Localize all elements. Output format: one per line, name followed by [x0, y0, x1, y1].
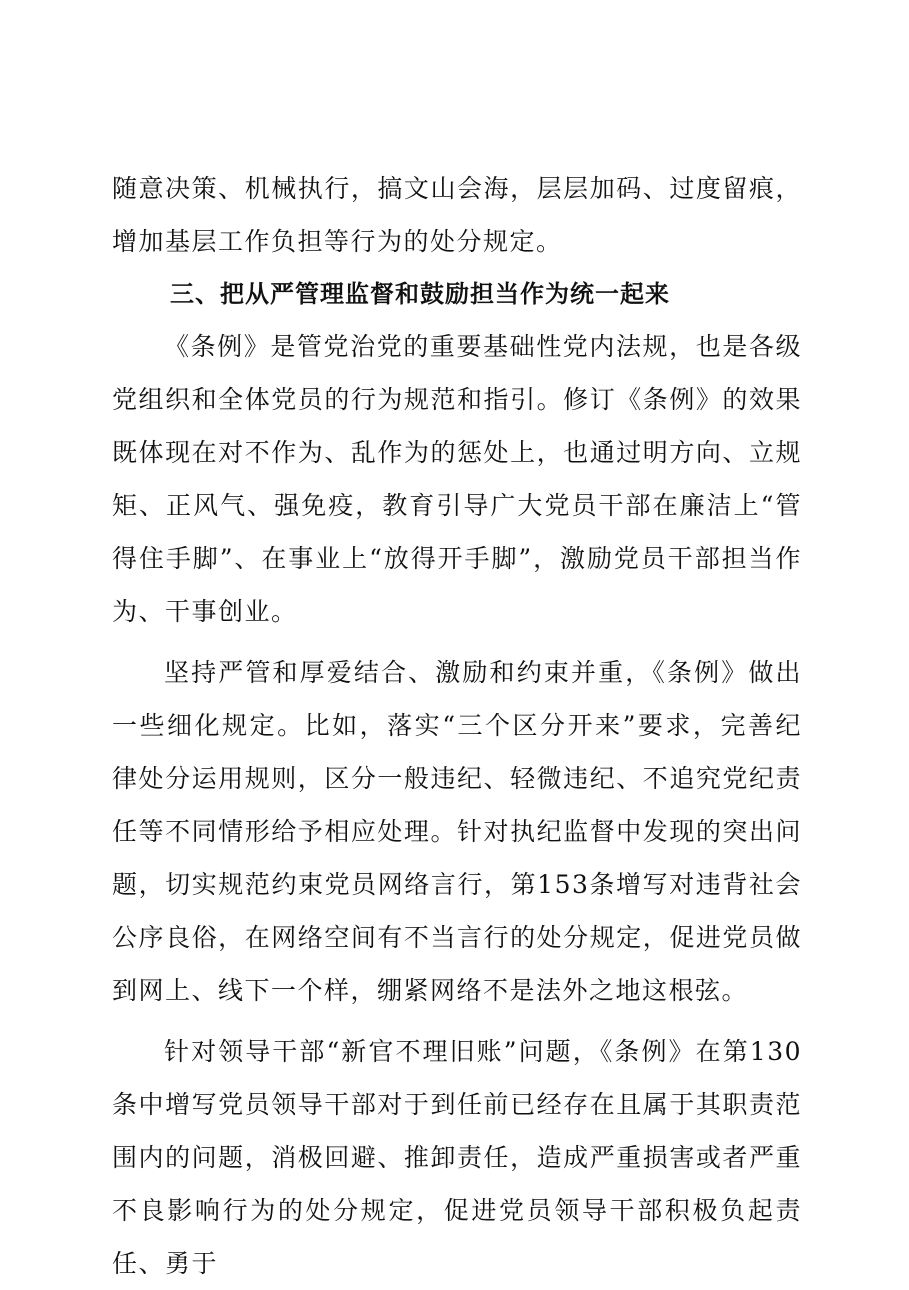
body-paragraph-3: 针对领导干部“新官不理旧账”问题，《条例》在第130条中增写党员领导干部对于到任前已经存在且属于其职责范围内的问题，消极回避、推卸责任，造成严重损害或者严重不良影响行为的处分规定，促进党员领导干部积极负起责任、勇于: [112, 1037, 802, 1278]
body-paragraph-2: 坚持严管和厚爱结合、激励和约束并重，《条例》做出一些细化规定。比如，落实“三个区分开来”要求，完善纪律处分运用规则，区分一般违纪、轻微违纪、不追究党纪责任等不同情形给予相应处理。针对执纪监督中发现的突出问题，切实规范约束党员网络言行，第153条增写对违背社会公序良俗，在网络空间有不当言行的处分规定，促进党员做到网上、线下一个样，绷紧网络不是法外之地这根弦。: [112, 658, 802, 1005]
body-paragraph-1: 《条例》是管党治党的重要基础性党内法规，也是各级党组织和全体党员的行为规范和指引。修订《条例》的效果既体现在对不作为、乱作为的惩处上，也通过明方向、立规矩、正风气、强免疫，教育引导广大党员干部在廉洁上“管得住手脚”、在事业上“放得开手脚”，激励党员干部担当作为、干事创业。: [112, 332, 802, 626]
continuation-paragraph: 随意决策、机械执行，搞文山会海，层层加码、过度留痕，增加基层工作负担等行为的处分规定。: [112, 174, 802, 256]
section-heading: 三、把从严管理监督和鼓励担当作为统一起来: [170, 280, 670, 308]
document-body: [112, 162, 802, 1290]
